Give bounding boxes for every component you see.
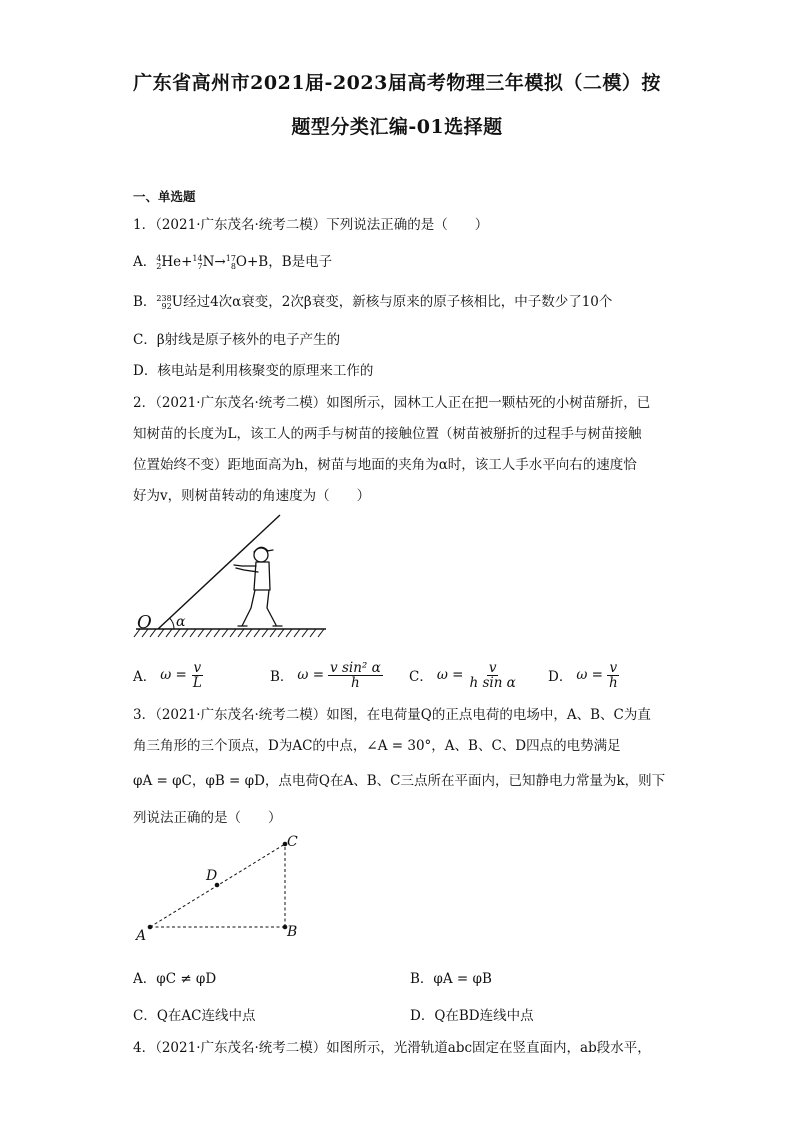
q2-option-a: A． ω = $\frac{v}{L}$ <box>133 659 202 691</box>
q2-stem-line-1: 2．（2021·广东茂名·统考二模）如图所示，园林工人正在把一颗枯死的小树苗掰折，已 <box>133 395 651 411</box>
q1-option-d: D．核电站是利用核聚变的原理来工作的 <box>133 363 374 379</box>
q3-stem-line-1: 3．（2021·广东茂名·统考二模）如图，在电荷量Q的正点电荷的电场中，A、B、C为直 <box>133 707 651 723</box>
q3-option-c: C．Q在AC连线中点 <box>133 1008 256 1024</box>
q2-stem-line-4: 好为v，则树苗转动的角速度为（ ） <box>133 488 371 504</box>
q3-label-d: D <box>206 868 218 884</box>
q3-option-d: D．Q在BD连线中点 <box>410 1008 534 1024</box>
q2-figure-label-o: O <box>137 612 152 633</box>
q1-stem: 1．（2021·广东茂名·统考二模）下列说法正确的是（ ） <box>133 217 489 233</box>
q3-stem-line-2: 角三角形的三个顶点，D为AC的中点，∠A = 30°，A、B、C、D四点的电势满足 <box>133 738 621 754</box>
q3-figure-triangle <box>130 830 310 940</box>
q1-option-a: A．4 2He+14 7N→17 8O+B，B是电子 <box>133 253 333 271</box>
q2-option-b: B． ω = $\frac{\text{v sin² α}}{h}$ <box>270 659 381 691</box>
q3-stem-line-4: 列说法正确的是（ ） <box>133 810 282 826</box>
page-title-line-2: 题型分类汇编-01选择题 <box>291 116 503 138</box>
section-heading: 一、单选题 <box>133 189 196 204</box>
q2-option-c: C． ω = $\frac{v}{\text{h sin α}}$ <box>409 659 516 691</box>
q4-stem-line-1: 4．（2021·广东茂名·统考二模）如图所示，光滑轨道abc固定在竖直面内，ab段水平， <box>133 1040 651 1056</box>
page-title-line-1: 广东省高州市2021届-2023届高考物理三年模拟（二模）按 <box>133 72 661 94</box>
q2-figure-worker-sapling <box>130 510 330 650</box>
q1-option-c: C．β射线是原子核外的电子产生的 <box>133 332 341 348</box>
q2-figure-label-alpha: α <box>176 614 186 630</box>
q3-label-a: A <box>136 928 147 944</box>
q3-label-c: C <box>287 834 298 850</box>
q2-stem-line-2: 知树苗的长度为L，该工人的两手与树苗的接触位置（树苗被掰折的过程手与树苗接触 <box>133 426 642 442</box>
q3-option-a: A．φC ≠ φD <box>133 971 217 987</box>
q2-option-d: D． ω = $\frac{v}{h}$ <box>548 659 618 691</box>
q3-option-b: B．φA = φB <box>410 971 492 987</box>
q2-stem-line-3: 位置始终不变）距地面高为h，树苗与地面的夹角为α时，该工人手水平向右的速度恰 <box>133 457 637 473</box>
q3-label-b: B <box>287 924 298 940</box>
q1-option-b: B．238 92U经过4次α衰变，2次β衰变，新核与原来的原子核相比，中子数少了10个 <box>133 293 613 311</box>
q3-stem-line-3: φA = φC，φB = φD，点电荷Q在A、B、C三点所在平面内，已知静电力常量为k，则下 <box>133 773 666 789</box>
